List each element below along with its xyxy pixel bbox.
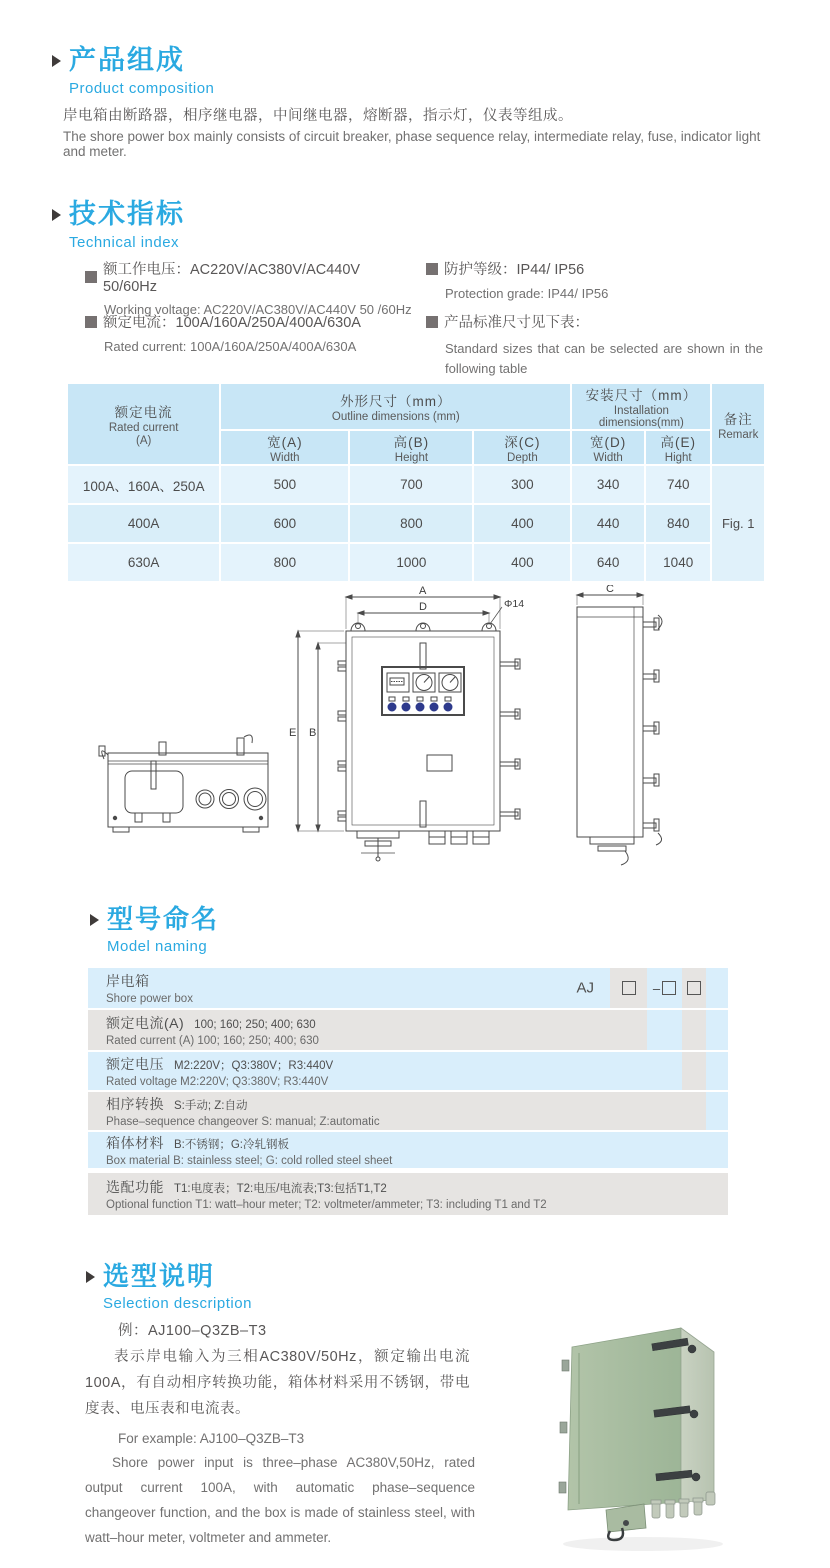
header-text-en: Height [394, 452, 429, 464]
section-title-zh: 产品组成 [69, 45, 185, 75]
naming-label-zh: 选配功能 [106, 1179, 164, 1195]
model-naming-row [88, 968, 728, 1008]
hinge-icons [338, 661, 346, 821]
spec-text-zh: 额工作电压：AC220V/AC380V/AC440V 50/60Hz [103, 262, 361, 295]
model-box-icon [687, 981, 701, 995]
dim-label-c: C [606, 585, 614, 595]
naming-step-segment [682, 1052, 706, 1090]
composition-body-zh: 岸电箱由断路器，相序继电器，中间继电器，熔断器，指示灯，仪表等组成。 [63, 108, 573, 124]
spec-standard-sizes [426, 311, 766, 379]
naming-label-zh: 额定电压 [106, 1056, 164, 1072]
cell-value: 500 [221, 466, 348, 503]
cell-value: 840 [646, 505, 711, 542]
naming-step-segment [706, 1092, 728, 1130]
bottom-bracket [606, 1504, 646, 1532]
spec-rated-current [85, 311, 415, 354]
header-cell-outline-dimensions [221, 384, 570, 429]
header-text-zh: 额定电流 [114, 405, 173, 420]
naming-detail-zh: S:手动; Z:自动 [174, 1100, 248, 1112]
naming-label-en: Box material B: stainless steel; G: cold rolled steel sheet [106, 1155, 393, 1167]
table-row [68, 505, 764, 542]
selection-example-zh: 例：AJ100–Q3ZB–T3 [118, 1323, 267, 1339]
section-selection-description-header [86, 1262, 252, 1312]
latch-icons [643, 615, 662, 845]
naming-label-en: Optional function T1: watt–hour meter; T2: voltmeter/ammeter; T3: including T1 and T2 [106, 1199, 547, 1211]
header-cell-rated-current [68, 384, 219, 464]
header-text-en: Rated current [108, 422, 179, 434]
header-cell-installation-dimensions [572, 384, 710, 429]
spec-text-en: Working voltage: AC220V/AC380V/AC440V 50 /60Hz [104, 302, 412, 317]
technical-drawing [85, 585, 785, 885]
cell-value: 440 [572, 505, 644, 542]
cell-rated-current: 630A [68, 544, 219, 581]
dimensions-table [66, 382, 766, 583]
bottom-view [99, 735, 268, 832]
naming-band [88, 1173, 728, 1215]
cell-value: 300 [474, 466, 570, 503]
spec-working-voltage [85, 258, 415, 317]
model-naming-row [88, 1052, 728, 1090]
spec-protection-grade [426, 258, 766, 301]
header-text-en: Depth [507, 452, 538, 464]
dim-label-b: B [309, 727, 317, 739]
dim-label-e: E [289, 727, 297, 739]
product-photo [548, 1292, 828, 1562]
header-cell-remark [712, 384, 764, 464]
cell-rated-current: 100A、160A、250A [68, 466, 219, 503]
model-naming-row [88, 1092, 728, 1130]
model-dash: – [652, 980, 661, 996]
selection-example-en: For example: AJ100–Q3ZB–T3 [118, 1431, 305, 1446]
naming-detail-zh: B:不锈钢；G:冷轧钢板 [174, 1139, 290, 1151]
header-text-zh: 高(E) [660, 435, 696, 450]
naming-step-segment [682, 1010, 706, 1050]
cell-value: 600 [221, 505, 348, 542]
naming-step-segment [647, 1010, 682, 1050]
naming-step-segment [706, 1052, 728, 1090]
header-text-unit: (A) [135, 435, 152, 447]
table-row [68, 544, 764, 581]
cell-value: 640 [572, 544, 644, 581]
naming-band [88, 1132, 728, 1168]
header-text-zh: 深(C) [504, 435, 541, 450]
naming-detail-zh: M2:220V；Q3:380V；R3:440V [174, 1060, 334, 1072]
cell-value: 740 [646, 466, 711, 503]
header-cell-width-d [572, 431, 644, 464]
section-arrow-icon [52, 209, 61, 221]
naming-step-segment [647, 968, 682, 1008]
photo-shadow [563, 1537, 723, 1551]
naming-step-segment [682, 968, 706, 1008]
section-title-zh: 选型说明 [103, 1261, 216, 1291]
cell-value: 340 [572, 466, 644, 503]
naming-label-zh: 箱体材料 [106, 1135, 164, 1151]
section-arrow-icon [90, 914, 99, 926]
header-text-en: Width [270, 452, 300, 464]
section-title-en: Selection description [103, 1294, 252, 1312]
header-text-zh: 宽(A) [267, 435, 303, 450]
square-bullet-icon [85, 316, 97, 328]
model-naming-row [88, 1132, 728, 1168]
naming-detail-zh: 100; 160; 250; 400; 630 [194, 1019, 316, 1031]
selection-body-en: Shore power input is three–phase AC380V,50Hz, rated output current 100A, with automatic phase–sequence changeover function, and the box is made of stainless steel, with watt–hour meter, voltmeter and ammeter. [85, 1455, 475, 1545]
naming-band [88, 1010, 647, 1050]
naming-detail-zh: T1:电度表；T2:电压/电流表;T3:包括T1,T2 [174, 1183, 387, 1195]
naming-label-en: Phase–sequence changeover S: manual; Z:automatic [106, 1116, 380, 1128]
model-prefix: AJ [576, 979, 594, 997]
header-cell-depth-c [474, 431, 570, 464]
header-cell-height-e [646, 431, 711, 464]
model-naming-row [88, 1173, 728, 1215]
cell-value: 400 [474, 544, 570, 581]
header-cell-width-a [221, 431, 348, 464]
section-arrow-icon [86, 1271, 95, 1283]
naming-label-zh: 相序转换 [106, 1096, 164, 1112]
cell-rated-current: 400A [68, 505, 219, 542]
section-title-en: Model naming [107, 937, 208, 955]
dim-label-d: D [419, 601, 427, 613]
naming-label-en: Rated current (A) 100; 160; 250; 400; 630 [106, 1035, 319, 1047]
section-arrow-icon [52, 55, 61, 67]
dim-label-phi: Φ14 [504, 598, 525, 610]
naming-label-en: Rated voltage M2:220V; Q3:380V; R3:440V [106, 1076, 329, 1088]
square-bullet-icon [85, 271, 97, 283]
naming-label-zh: 额定电流(A) [106, 1015, 185, 1031]
spec-text-zh: 额定电流：100A/160A/250A/400A/630A [103, 315, 361, 331]
section-title-zh: 型号命名 [107, 904, 220, 934]
naming-step-segment [706, 968, 728, 1008]
selection-body-zh: 表示岸电输入为三相AC380V/50Hz，额定输出电流100A，有自动相序转换功能，箱体材料采用不锈钢，带电度表、电压表和电流表。 [85, 1349, 470, 1417]
section-title-en: Product composition [69, 79, 215, 97]
naming-label-en: Shore power box [106, 993, 193, 1005]
cell-value: 700 [350, 466, 472, 503]
cell-remark: Fig. 1 [712, 466, 764, 581]
bolt [623, 1520, 629, 1526]
section-technical-index-header [52, 200, 185, 251]
spec-text-en: Standard sizes that can be selected are shown in the following table [445, 341, 763, 376]
header-cell-height-b [350, 431, 472, 464]
section-model-naming-header [90, 905, 219, 955]
naming-step-segment [706, 1010, 728, 1050]
model-box-icon [662, 981, 676, 995]
spec-text-en: Rated current: 100A/160A/250A/400A/630A [104, 339, 357, 354]
naming-band [88, 968, 610, 1008]
header-text-zh: 外形尺寸（mm） [340, 394, 452, 409]
control-panel [382, 667, 464, 715]
section-title-zh: 技术指标 [69, 199, 185, 229]
header-text-en: Installation dimensions(mm) [598, 405, 684, 429]
section-product-composition-header [52, 46, 214, 97]
header-text-zh: 安装尺寸（mm） [585, 388, 698, 403]
front-view [296, 595, 520, 861]
header-text-en: Outline dimensions (mm) [331, 411, 460, 423]
naming-step-segment [610, 968, 647, 1008]
model-naming-row [88, 1010, 728, 1050]
header-text-zh: 备注 [723, 411, 753, 427]
box-front-face [568, 1328, 681, 1510]
header-text-zh: 高(B) [393, 435, 430, 450]
hinge-icons [559, 1360, 569, 1493]
square-bullet-icon [426, 316, 438, 328]
dim-label-a: A [419, 585, 427, 597]
spec-text-zh: 防护等级：IP44/ IP56 [444, 262, 585, 278]
spec-text-zh: 产品标准尺寸见下表： [444, 315, 589, 331]
side-view [577, 593, 662, 865]
model-box-icon [622, 981, 636, 995]
cell-value: 1000 [350, 544, 472, 581]
header-text-zh: 宽(D) [589, 435, 627, 450]
header-text-en: Remark [718, 428, 759, 441]
spec-text-en: Protection grade: IP44/ IP56 [445, 286, 609, 301]
cell-value: 1040 [646, 544, 711, 581]
section-title-en: Technical index [69, 233, 180, 251]
square-bullet-icon [426, 263, 438, 275]
naming-band [88, 1092, 706, 1130]
composition-body-en: The shore power box mainly consists of circuit breaker, phase sequence relay, intermediate relay, fuse, indicator light and meter. [63, 129, 761, 159]
indicator-lights [388, 697, 452, 711]
table-row [68, 466, 764, 503]
naming-label-zh: 岸电箱 [106, 973, 150, 989]
cell-value: 400 [474, 505, 570, 542]
cell-value: 800 [350, 505, 472, 542]
header-text-en: Hight [664, 452, 692, 464]
naming-band [88, 1052, 682, 1090]
header-text-en: Width [593, 452, 623, 464]
latch-icons [500, 659, 520, 819]
cell-value: 800 [221, 544, 348, 581]
model-naming-diagram [88, 968, 728, 1217]
